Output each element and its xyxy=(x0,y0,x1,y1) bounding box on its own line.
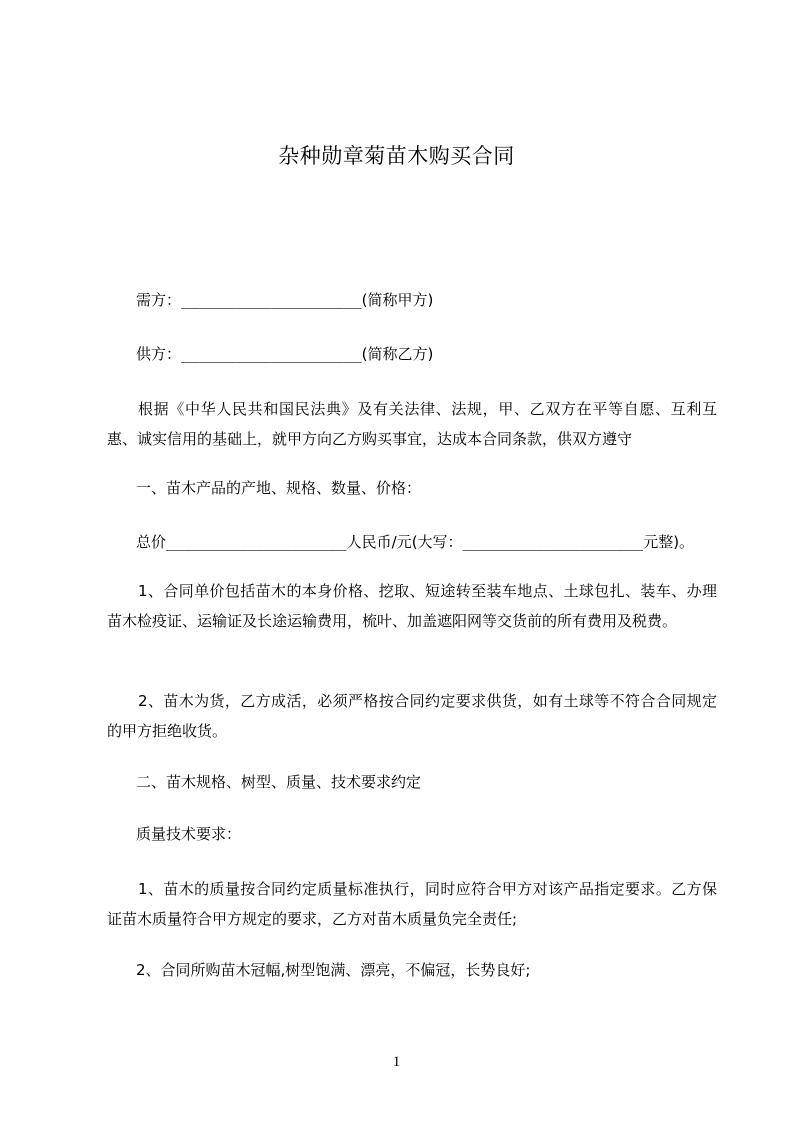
total-amount-blank: ____________________ xyxy=(166,533,347,551)
buyer-line xyxy=(136,285,433,315)
total-label: 总价 xyxy=(136,533,167,551)
document-title: 杂种勋章菊苗木购买合同 xyxy=(278,144,515,168)
section-1-heading: 一、苗木产品的产地、规格、数量、价格： xyxy=(136,479,422,497)
buyer-blank: ____________________ xyxy=(181,291,362,309)
buyer-label: 需方： xyxy=(136,291,182,309)
preamble-paragraph: 根据《中华人民共和国民法典》及有关法律、法规，甲、乙双方在平等自愿、互利互惠、诚实信用的基础上，就甲方向乙方购买事宜，达成本合同条款，供双方遵守 xyxy=(107,400,717,448)
quality-heading: 质量技术要求： xyxy=(136,825,242,843)
total-tail: 元整)。 xyxy=(643,533,695,551)
total-uppercase-blank: ____________________ xyxy=(462,533,644,551)
clause-2-1-paragraph: 1、苗木的质量按合同约定质量标准执行，同时应符合甲方对该产品指定要求。乙方保证苗木质量符合甲方规定的要求，乙方对苗木质量负完全责任; xyxy=(107,880,717,928)
clause-1-1-paragraph: 1、合同单价包括苗木的本身价格、挖取、短途转至装车地点、土球包扎、装车、办理苗木检疫证、运输证及长途运输费用，梳叶、加盖遮阳网等交货前的所有费用及税费。 xyxy=(107,582,717,630)
supplier-suffix: (简称乙方) xyxy=(361,345,434,363)
supplier-line xyxy=(136,339,433,369)
total-unit: 人民币/元(大写： xyxy=(346,533,463,551)
section-2-heading: 二、苗木规格、树型、质量、技术要求约定 xyxy=(136,773,422,791)
total-price-line xyxy=(136,527,694,557)
buyer-suffix: (简称甲方) xyxy=(361,291,434,309)
clause-2-2-line: 2、合同所购苗木冠幅,树型饱满、漂亮，不偏冠，长势良好; xyxy=(136,961,531,979)
clause-1-2-paragraph: 2、苗木为货，乙方成活，必须严格按合同约定要求供货，如有土球等不符合合同规定的甲方拒绝收货。 xyxy=(107,692,717,740)
supplier-label: 供方： xyxy=(136,345,182,363)
supplier-blank: ____________________ xyxy=(181,345,362,363)
page-number: 1 xyxy=(392,1054,401,1070)
